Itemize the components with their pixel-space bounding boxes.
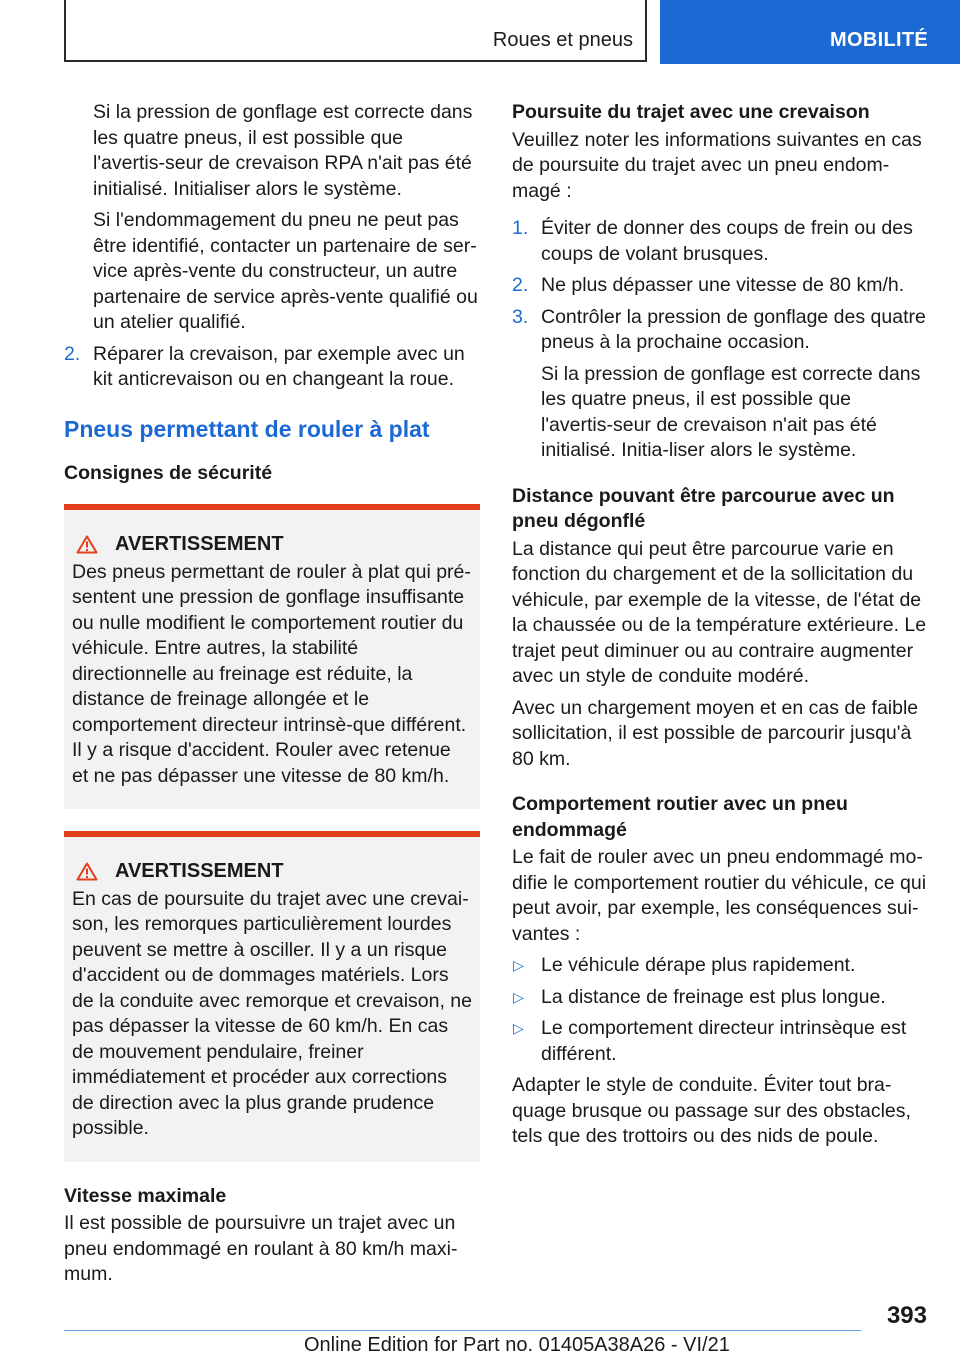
paragraph: Si la pression de gonflage est correcte dans les quatre pneus, il est possible que l'avertis-seur de crevaison n'ait pas été initialisé. Initia-liser alors le système.	[541, 362, 921, 461]
step-number: 3.	[512, 305, 529, 328]
step-number: 2.	[64, 342, 81, 365]
page-header	[0, 0, 960, 66]
paragraph: La distance qui peut être parcourue varie en fonction du chargement et de la sollicitation du véhicule, par exemple de la vitesse, de l'état de la chaussée ou de la température extérieure. Le trajet peut diminuer ou au contraire augmenter avec un style de conduite modéré.	[512, 537, 927, 687]
subheading: Vitesse maximale	[64, 1184, 227, 1207]
bullet-text: Le véhicule dérape plus rapidement.	[541, 954, 856, 976]
subheading: Consignes de sécurité	[64, 461, 273, 484]
footer-divider	[64, 1330, 861, 1331]
bullet-text: La distance de freinage est plus longue.	[541, 985, 886, 1008]
section-title: Roues et pneus	[492, 29, 633, 51]
triangle-bullet-icon: ▷	[513, 1020, 524, 1036]
paragraph: Adapter le style de conduite. Éviter tout bra-quage brusque ou passage sur des obstacles, tels que des trottoirs ou des nids de poule.	[512, 1074, 911, 1147]
subheading: Distance pouvant être parcourue avec un pneu dégonflé	[512, 484, 895, 532]
warning-text: Des pneus permettant de rouler à plat qui pré-sentent une pression de gonflage insuffisante ou nulle modifient le comportement routier du véhicule. Entre autres, la stabilité directionnelle au freinage est réduite, la distance de freinage allongée et le comportement directeur intrinsè-que différent. Il y a risque d'accident. Rouler avec retenue et ne pas dépasser une vitesse de 80 km/h.	[72, 560, 471, 787]
warning-box	[64, 504, 480, 809]
chapter-title: MOBILITÉ	[830, 29, 928, 51]
paragraph: Avec un chargement moyen et en cas de faible sollicitation, il est possible de parcourir jusqu'à 80 km.	[512, 696, 919, 770]
list-item	[512, 305, 928, 356]
paragraph: Si l'endommagement du pneu ne peut pas être identifié, contacter un partenaire de ser-vice après-vente du constructeur, un autre partenaire de service après-vente qualifié ou un atelier qualifié.	[93, 209, 478, 333]
section-heading: Pneus permettant de rouler à plat	[64, 415, 430, 442]
list-item	[512, 216, 928, 267]
section-tab	[64, 0, 647, 62]
warning-text: En cas de poursuite du trajet avec une crevai-son, les remorques particulièrement lourdes peuvent se mettre à osciller. Il y a un risque d'accident ou de dommages matériels. Lors de la conduite avec remorque et crevaison, ne pas dépasser la vitesse de 60 km/h. En cas de mouvement pendulaire, freiner immédiatement et procéder aux corrections de direction avec la plus grande prudence possible.	[72, 887, 472, 1139]
paragraph: Le fait de rouler avec un pneu endommagé mo-difie le comportement routier du véhicule, ce qui peut avoir, par exemple, les conséquences sui-vantes :	[512, 846, 927, 945]
right-column	[512, 100, 928, 1156]
step-text: Éviter de donner des coups de frein ou des coups de volant brusques.	[541, 217, 913, 265]
list-item	[512, 273, 928, 299]
warning-title: AVERTISSEMENT	[115, 533, 284, 555]
chapter-tab	[660, 0, 960, 64]
left-column	[64, 100, 480, 1294]
paragraph: Il est possible de poursuivre un trajet avec un pneu endommagé en roulant à 80 km/h maxi-mum.	[64, 1212, 458, 1285]
subheading: Poursuite du trajet avec une crevaison	[512, 101, 870, 123]
list-item	[512, 953, 928, 979]
paragraph: Veuillez noter les informations suivantes en cas de poursuite du trajet avec un pneu endom-magé :	[512, 128, 922, 202]
step-text: Réparer la crevaison, par exemple avec un kit anticrevaison ou en changeant la roue.	[93, 342, 465, 390]
step-text: Contrôler la pression de gonflage des quatre pneus à la prochaine occasion.	[541, 305, 926, 353]
warning-title: AVERTISSEMENT	[115, 860, 284, 882]
list-item	[64, 342, 480, 393]
paragraph: Si la pression de gonflage est correcte dans les quatre pneus, il est possible que l'avertis-seur de crevaison RPA n'ait pas été initialisé. Initialiser alors le système.	[93, 101, 473, 200]
bullet-text: Le comportement directeur intrinsèque est différent.	[541, 1017, 907, 1065]
warning-triangle-icon	[76, 535, 98, 554]
list-item	[512, 985, 928, 1011]
page-footer	[0, 1300, 960, 1362]
step-number: 2.	[512, 274, 529, 296]
list-item	[512, 1016, 928, 1067]
step-text: Ne plus dépasser une vitesse de 80 km/h.	[541, 274, 905, 296]
edition-label	[304, 1334, 730, 1357]
warning-box	[64, 831, 480, 1162]
triangle-bullet-icon: ▷	[513, 957, 524, 973]
warning-triangle-icon	[76, 862, 98, 881]
subheading: Comportement routier avec un pneu endommagé	[512, 793, 848, 841]
edition-text: Online Edition for Part no. 01405A38A26 - VI/21	[304, 1334, 730, 1356]
triangle-bullet-icon: ▷	[513, 988, 524, 1005]
page-number: 393	[886, 1302, 927, 1329]
step-number: 1.	[512, 217, 529, 239]
